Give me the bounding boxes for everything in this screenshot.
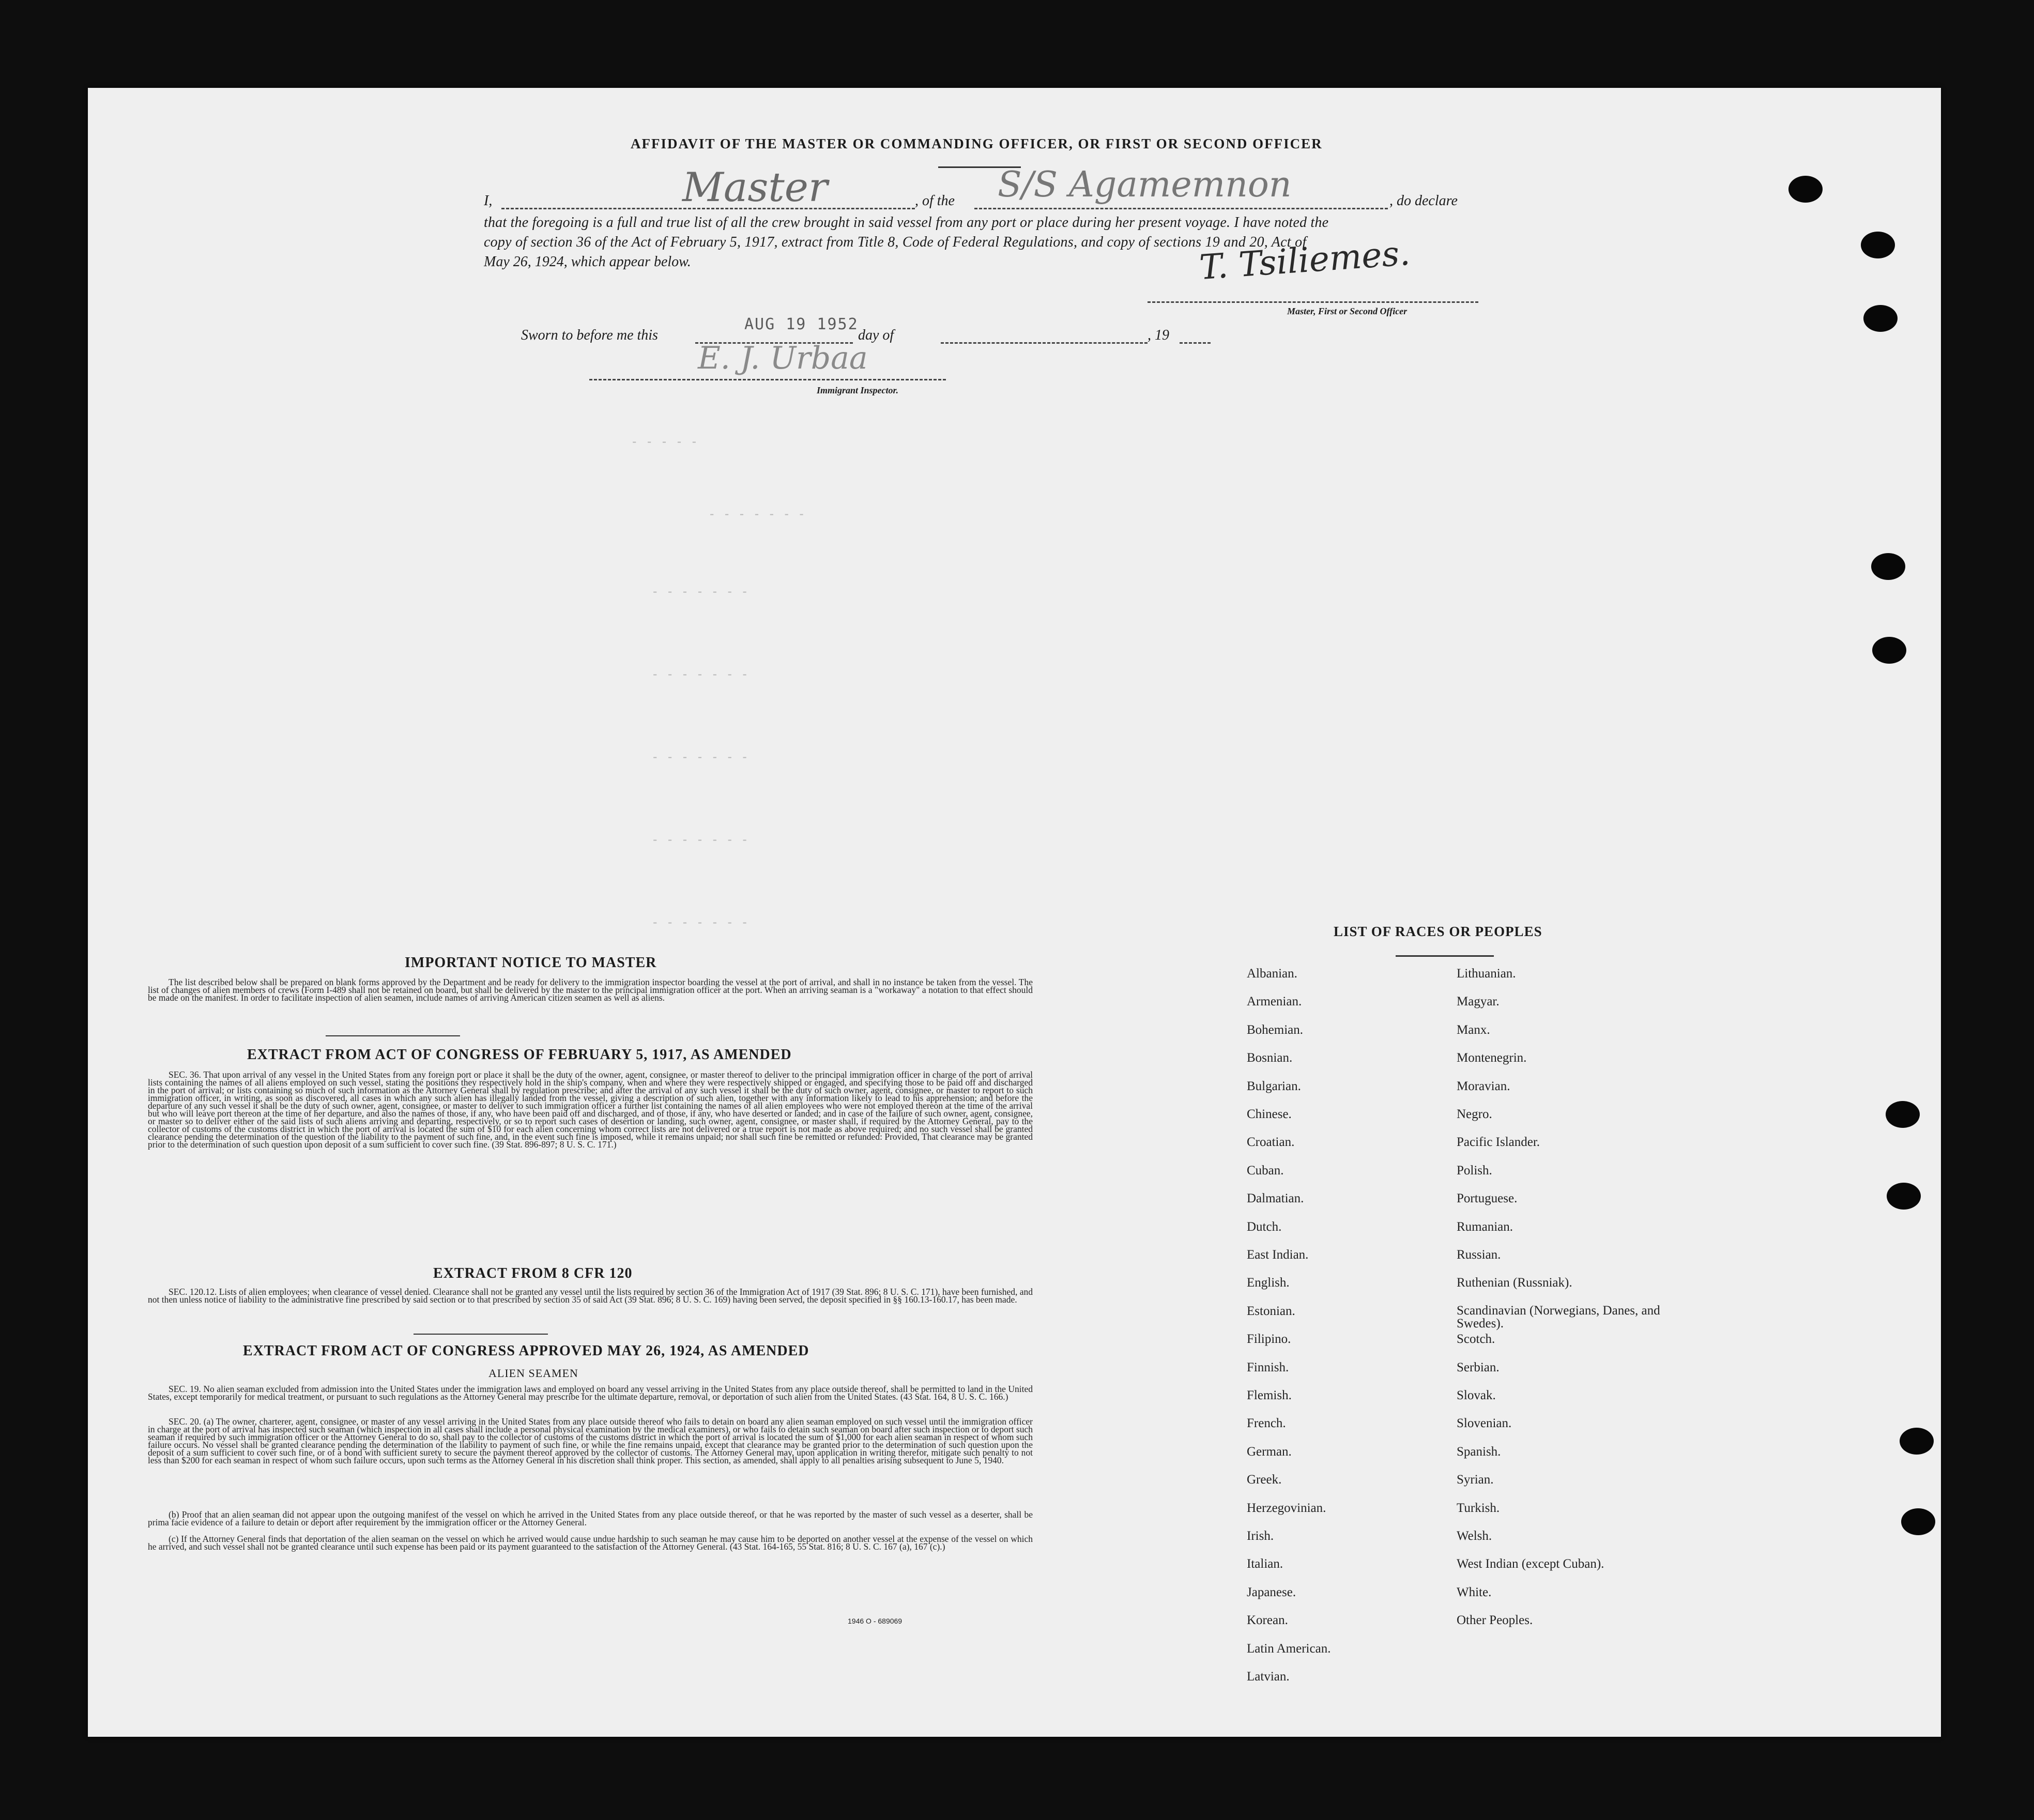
- race-item: Croatian.: [1247, 1135, 1295, 1150]
- date-stamp: AUG 19 1952: [744, 315, 859, 333]
- bleed-through-mark: - - - - -: [631, 434, 698, 449]
- extract-cfr-title: EXTRACT FROM 8 CFR 120: [433, 1265, 633, 1281]
- signature-line: [1148, 301, 1478, 303]
- cfr-divider: [414, 1334, 548, 1335]
- race-item: Polish.: [1457, 1163, 1492, 1177]
- race-item: Herzegovinian.: [1247, 1501, 1326, 1515]
- race-item: Latvian.: [1247, 1670, 1290, 1684]
- race-item: French.: [1247, 1416, 1286, 1431]
- punch-hole: [1863, 305, 1898, 332]
- race-item: Welsh.: [1457, 1529, 1492, 1543]
- race-item: Serbian.: [1457, 1360, 1500, 1374]
- handwritten-name: Master: [682, 164, 828, 211]
- bleed-through-mark: - - - - - - -: [651, 584, 748, 599]
- section-19-body: SEC. 19. No alien seaman excluded from admission into the United States under the immigration laws and employed on board any vessel arriving in the United States from any place outside thereof, shall be permitted to land in the United States, except temporarily for medical treatment, or pursuant to such regulations as the Attorney General may prescribe for the ultimate departure, removal, or deportation of such alien from the United States. (43 Stat. 164, 8 U. S. C. 166.): [148, 1384, 1033, 1402]
- race-item: Manx.: [1457, 1022, 1490, 1037]
- race-item: Korean.: [1247, 1613, 1288, 1628]
- races-divider: [1396, 955, 1494, 957]
- race-item: Rumanian.: [1457, 1219, 1513, 1234]
- print-code: 1946 O - 689069: [848, 1617, 903, 1625]
- race-item: Italian.: [1247, 1557, 1283, 1571]
- race-item: West Indian (except Cuban).: [1457, 1557, 1604, 1571]
- race-item: Lithuanian.: [1457, 967, 1516, 981]
- section-20c-body: (c) If the Attorney General finds that deportation of the alien seaman on the vessel on which he arrived would cause undue hardship to such seaman he may cause him to be deported on another vessel at the expense of the vessel on which he arrived, and such vessel shall not be granted clearance until such expense has been paid or its payment guaranteed to the satisfaction of the Attorney General. (43 Stat. 164-165, 55 Stat. 816; 8 U. S. C. 167 (a), 167 (c).): [148, 1534, 1033, 1552]
- race-item: Scotch.: [1457, 1332, 1495, 1347]
- race-item: Armenian.: [1247, 995, 1302, 1009]
- race-item: Bulgarian.: [1247, 1079, 1301, 1093]
- day-of-text: day of: [858, 327, 894, 343]
- extract-1924-title: EXTRACT FROM ACT OF CONGRESS APPROVED MAY 26, 1924, AS AMENDED: [243, 1343, 809, 1359]
- affidavit-title: AFFIDAVIT OF THE MASTER OR COMMANDING OFFICER, OR FIRST OR SECOND OFFICER: [631, 136, 1323, 151]
- race-item: Estonian.: [1247, 1304, 1295, 1318]
- race-item: Magyar.: [1457, 995, 1500, 1009]
- punch-hole: [1861, 232, 1895, 258]
- handwritten-vessel: S/S Agamemnon: [998, 164, 1292, 205]
- race-item: Slovenian.: [1457, 1416, 1512, 1431]
- bleed-through-mark: - - - - - - -: [651, 915, 748, 929]
- punch-hole: [1887, 1183, 1921, 1210]
- master-signature: T. Tsiliemes.: [1198, 233, 1412, 288]
- race-item: Finnish.: [1247, 1360, 1289, 1374]
- race-item: Dutch.: [1247, 1219, 1282, 1234]
- year-blank: [1180, 342, 1211, 344]
- race-item: Scandinavian (Norwegians, Danes, and Swedes).: [1457, 1303, 1660, 1330]
- race-item: Moravian.: [1457, 1079, 1510, 1093]
- punch-hole: [1900, 1428, 1934, 1455]
- notice-title: IMPORTANT NOTICE TO MASTER: [405, 955, 657, 971]
- extract-cfr-body: SEC. 120.12. Lists of alien employees; when clearance of vessel denied. Clearance shall not be granted any vessel until the lists required by section 36 of the Immigration Act of 1917 (39 Stat. 896; 8 U. S. C. 171), have been furnished, and not then unless notice of liability to the administrative fine prescribed by said section or to that prescribed by section 35 of said Act (39 Stat. 896; 8 U. S. C. 169) having been served, the deposit specified in §§ 160.13-160.17, has been made.: [148, 1287, 1033, 1305]
- race-item: English.: [1247, 1276, 1290, 1290]
- extract-1917-body: SEC. 36. That upon arrival of any vessel in the United States from any foreign port or place it shall be the duty of the owner, agent, consignee, or master thereof to deliver to the principal immigration officer in charge of the port of arrival lists containing the names of all aliens employed on such vessel, stating the positions they respectively hold in the ship's company, when and where they were respectively shipped or engaged, and specifying those to be paid off and discharged in the port of arrival; or lists containing so much of such information as the Attorney General shall by regulation prescribe; and after the arrival of any such vessel it shall be the duty of such owner, agent, consignee, or master to report to such immigration officer, in writing, as soon as discovered, all cases in which any such alien has illegally landed from the vessel, giving a description of such alien, together with any information likely to lead to his apprehension; and before the departure of any such vessel it shall be the duty of such owner, agent, consignee, or master to deliver to such immigration officer a further list containing the names of all alien employees who were not employed thereon at the time of the arrival but who will leave port thereon at the time of her departure, and also the names of those, if any, who have been paid off and discharged, and of those, if any, who have deserted or landed; and in case of the failure of such owner, agent, consignee, or master so to deliver either of the said lists of such aliens arriving and departing, respectively, or so to report such cases of desertion or landing, such owner, agent, consignee, or master shall, if required by the Attorney General, pay to the collector of customs of the customs district in which the port of arrival is located the sum of $10 for each alien concerning whom correct lists are not delivered or a true report is not made as above required; and no such vessel shall be granted clearance pending the determination of the question of the liability to the payment of such fine, and, in the event such fine is imposed, while it remains unpaid; nor shall such fine be remitted or refunded: Provided, That clearance may be granted prior to the determination of such question upon deposit of a sum sufficient to cover such fine. (39 Stat. 896-897; 8 U. S. C. 171.): [148, 1069, 1033, 1150]
- sworn-prefix: Sworn to before me this: [521, 327, 658, 343]
- race-item: Albanian.: [1247, 967, 1297, 981]
- race-item: Dalmatian.: [1247, 1191, 1304, 1206]
- vessel-blank: [974, 208, 1388, 209]
- race-item: Ruthenian (Russniak).: [1457, 1276, 1572, 1290]
- race-item: Spanish.: [1457, 1444, 1501, 1459]
- race-item: Turkish.: [1457, 1501, 1500, 1515]
- punch-hole: [1872, 637, 1906, 664]
- signature-caption: Master, First or Second Officer: [1287, 306, 1408, 316]
- section-20a-body: SEC. 20. (a) The owner, charterer, agent, consignee, or master of any vessel arriving in the United States from any place outside thereof who fails to detain on board any alien seaman employed on such vessel until the immigration officer in charge at the port of arrival has inspected such seaman (which inspection in all cases shall include a personal physical examination by the medical examiners), or who fails to detain such seaman on board after such inspection or to deport such seaman if required by such immigration officer or the Attorney General to do so, shall pay to the collector of customs of the customs district in which the port of arrival is located the sum of $1,000 for each alien seaman in respect of whom such failure occurs. No vessel shall be granted clearance pending the determination of the liability to payment of such fine, or while the fine remains unpaid, except that clearance may be granted prior to the determination of such question upon the deposit of a sum sufficient to cover such fine, or of a bond with sufficient surety to secure the payment thereof approved by the collector of customs. The Attorney General may, upon application in writing therefor, mitigate such penalty to not less than $200 for each seaman in respect of whom such failure occurs, upon such terms as the Attorney General in his discretion shall think proper. This section, as amended, shall apply to all penalties arising subsequent to June 5, 1940.: [148, 1416, 1033, 1465]
- punch-hole: [1886, 1101, 1920, 1128]
- declaration-line-4: May 26, 1924, which appear below.: [484, 254, 691, 270]
- year-text: , 19: [1148, 327, 1169, 343]
- race-item: White.: [1457, 1585, 1492, 1599]
- race-item: Portuguese.: [1457, 1191, 1518, 1206]
- race-item: Japanese.: [1247, 1585, 1296, 1599]
- bleed-through-mark: - - - - - - -: [651, 832, 748, 847]
- declaration-prefix: I,: [484, 193, 493, 209]
- punch-hole: [1901, 1508, 1935, 1535]
- race-item: Montenegrin.: [1457, 1051, 1527, 1065]
- race-item: Bohemian.: [1247, 1022, 1304, 1037]
- race-item: Flemish.: [1247, 1388, 1292, 1402]
- races-list-title: LIST OF RACES OR PEOPLES: [1334, 924, 1542, 939]
- race-item: Bosnian.: [1247, 1051, 1293, 1065]
- race-item: Chinese.: [1247, 1107, 1292, 1121]
- race-item: Pacific Islander.: [1457, 1135, 1540, 1150]
- extract-1924-subtitle: ALIEN SEAMEN: [488, 1367, 578, 1380]
- race-item: Russian.: [1457, 1248, 1501, 1262]
- inspector-line: [589, 379, 946, 380]
- notice-body: The list described below shall be prepared on blank forms approved by the Department and be ready for delivery to the immigration inspector boarding the vessel at the port of arrival, and shall in no instance be taken from the vessel. The list of changes of alien members of crews (Form I-489 shall not be retained on board, but shall be delivered by the master to the principal immigration officer at the port. When an arriving seaman is a "workaway" a notation to that effect should be made on the manifest. In order to facilitate inspection of alien seamen, include names of arriving American citizen seamen as well as aliens.: [148, 977, 1033, 1003]
- race-item: East Indian.: [1247, 1248, 1309, 1262]
- race-item: German.: [1247, 1444, 1292, 1459]
- inspector-caption: Immigrant Inspector.: [817, 385, 899, 395]
- bleed-through-mark: - - - - - - -: [651, 750, 748, 764]
- document-page: [88, 88, 1941, 1737]
- declaration-line-2: that the foregoing is a full and true list of all the crew brought in said vessel from any port or place during her present voyage. I have noted the: [484, 215, 1329, 231]
- month-blank: [941, 342, 1148, 344]
- declaration-line-3: copy of section 36 of the Act of February 5, 1917, extract from Title 8, Code of Federal Regulations, and copy of sections 19 and 20, Act of: [484, 234, 1307, 250]
- race-item: Latin American.: [1247, 1641, 1331, 1656]
- race-item: Negro.: [1457, 1107, 1492, 1121]
- of-the-text: , of the: [915, 193, 955, 209]
- race-item: Filipino.: [1247, 1332, 1291, 1347]
- bleed-through-mark: - - - - - - -: [651, 667, 748, 681]
- punch-hole: [1788, 176, 1823, 203]
- do-declare-text: , do declare: [1389, 193, 1458, 209]
- bleed-through-mark: - - - - - - -: [708, 507, 805, 521]
- race-item: Other Peoples.: [1457, 1613, 1533, 1628]
- notice-divider: [326, 1035, 460, 1036]
- race-item: Greek.: [1247, 1473, 1282, 1487]
- race-item: Syrian.: [1457, 1473, 1494, 1487]
- inspector-signature: E. J. Urbaa: [698, 340, 868, 376]
- race-item: Cuban.: [1247, 1163, 1284, 1177]
- extract-1917-title: EXTRACT FROM ACT OF CONGRESS OF FEBRUARY 5, 1917, AS AMENDED: [247, 1047, 792, 1063]
- race-item: Slovak.: [1457, 1388, 1496, 1402]
- punch-hole: [1871, 553, 1905, 580]
- race-item: Irish.: [1247, 1529, 1274, 1543]
- section-20b-body: (b) Proof that an alien seaman did not appear upon the outgoing manifest of the vessel on which he arrived in the United States from any place outside thereof, or that he was reported by the master of such vessel as a deserter, shall be prima facie evidence of a failure to detain or deport after requirement by the immigration officer or the Attorney General.: [148, 1509, 1033, 1527]
